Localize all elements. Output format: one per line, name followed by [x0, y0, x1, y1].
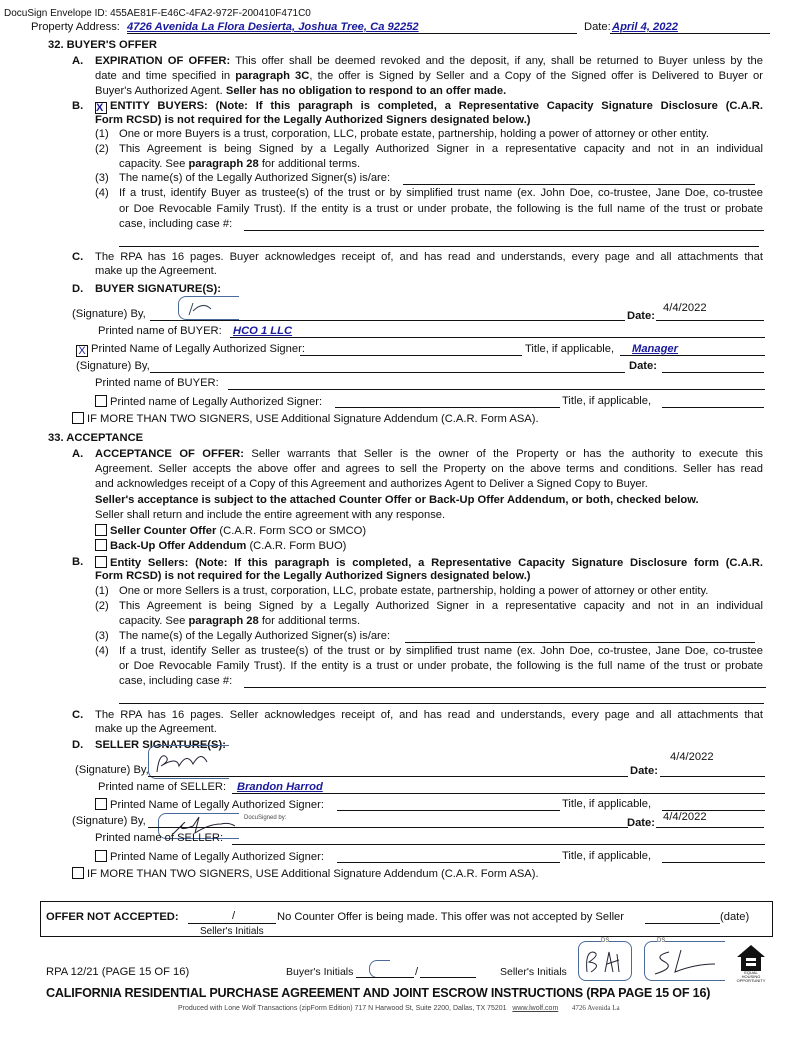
- seller-signature-1[interactable]: [148, 745, 229, 779]
- date-label: Date:: [627, 310, 655, 322]
- paragraph-ref: paragraph 28: [188, 158, 259, 170]
- seller-signatures-title: SELLER SIGNATURE(S):: [95, 739, 226, 751]
- buyer-signatures-title: BUYER SIGNATURE(S):: [95, 283, 221, 295]
- s32-b-line1: [95, 100, 763, 114]
- item-number: (4): [95, 645, 109, 657]
- item-4-line2: or Doe Revocable Family Trust). If the entity is a trust or under probate, the following is the full name of the trust or probate: [119, 660, 763, 672]
- seller-initials-2[interactable]: [644, 938, 725, 981]
- las-checkbox[interactable]: [95, 395, 107, 407]
- printed-las-row: [95, 798, 324, 812]
- las-line[interactable]: [337, 862, 560, 863]
- s33-a-line1: [95, 448, 763, 461]
- item-1-text: One or more Buyers is a trust, corporation, LLC, probate estate, partnership, holding a power of attorney or other entity.: [119, 128, 709, 140]
- title-label: Title, if applicable,: [525, 343, 615, 355]
- title-label: Title, if applicable,: [562, 850, 652, 862]
- item-number: (4): [95, 187, 109, 199]
- s33-a-line3: and acknowledges receipt of a Copy of this Agreement and authorizes Agent to Deliver a Signed Copy to Buyer.: [95, 478, 648, 490]
- printed-seller-label: Printed name of SELLER:: [98, 781, 227, 793]
- s32-b-letter: B.: [72, 100, 84, 112]
- item-2-line2: [119, 615, 360, 628]
- text: capacity. See: [119, 158, 186, 170]
- property-address-value: 4726 Avenida La Flora Desierta, Joshua Tree, Ca 92252: [127, 21, 419, 33]
- item-4-text: If a trust, identify Seller as trustee(s) of the trust or by simplified trust name (ex. John Doe, co-trustee, Jane Doe, co-trustee: [119, 645, 763, 657]
- buyer-sign-date: 4/4/2022: [663, 302, 707, 314]
- title-line: [620, 355, 765, 356]
- s32-d-letter: D.: [72, 283, 84, 295]
- seller-initials-1[interactable]: [578, 938, 632, 981]
- s32-c-letter: C.: [72, 251, 84, 263]
- buo-checkbox[interactable]: [95, 539, 107, 551]
- name-line: [232, 793, 765, 794]
- more-signers-checkbox[interactable]: [72, 867, 84, 879]
- equal-housing-icon: [735, 943, 767, 983]
- s33-c-line1: The RPA has 16 pages. Seller acknowledges receipt of, and has read and understands, every page and all attachments that: [95, 709, 763, 721]
- trust-name-field[interactable]: [244, 687, 766, 688]
- date-suffix: (date): [720, 911, 750, 923]
- buyer-name: HCO 1 LLC: [233, 325, 293, 337]
- date-line: [660, 776, 765, 777]
- item-number: (2): [95, 600, 109, 612]
- printed-las-row: [95, 850, 324, 864]
- text: Printed name of Legally Authorized Signer:: [110, 396, 323, 408]
- text: Produced with Lone Wolf Transactions (zipForm Edition) 717 N Harwood St, Suite 2200, Dallas, TX 75201: [178, 1005, 507, 1012]
- item-3-text: The name(s) of the Legally Authorized Signer(s) is/are:: [119, 172, 391, 184]
- paragraph-ref: paragraph 3C: [235, 70, 310, 82]
- text: capacity. See: [119, 615, 186, 627]
- las-checkbox[interactable]: X: [76, 345, 88, 357]
- date-label: Date:: [627, 817, 655, 829]
- s32-c-line2: make up the Agreement.: [95, 265, 217, 277]
- buyer-initials-label: Buyer's Initials: [286, 966, 354, 978]
- las-line: [300, 355, 522, 356]
- not-accepted-text: No Counter Offer is being made. This offer was not accepted by Seller: [277, 911, 624, 923]
- buyer-initials-signature[interactable]: [369, 960, 390, 978]
- printed-las-row: [95, 395, 322, 409]
- text: for additional terms.: [261, 615, 361, 627]
- initials-scribble-icon: [579, 942, 631, 980]
- signature-scribble-icon: [149, 746, 229, 778]
- expiration-heading: EXPIRATION OF OFFER:: [95, 55, 231, 67]
- las-line[interactable]: [337, 810, 560, 811]
- date-label: Date:: [584, 21, 611, 33]
- acceptance-heading: ACCEPTANCE OF OFFER:: [95, 448, 244, 460]
- signature-scribble-icon: [179, 297, 239, 319]
- more-signers-row: [72, 867, 539, 881]
- envelope-id: DocuSign Envelope ID: 455AE81F-E46C-4FA2-972F-200410F471C0: [4, 8, 311, 19]
- item-4-text: If a trust, identify Buyer as trustee(s) of the trust or by simplified trust name (ex. John Doe, co-trustee, Jane Doe, co-trustee: [119, 187, 763, 199]
- s33-b-line2: Form RCSD) is not required for the Legally Authorized Signers designated below.): [95, 570, 531, 582]
- text: Buyer's Authorized Agent.: [95, 85, 223, 97]
- seller-name: Brandon Harrod: [237, 781, 323, 793]
- date-line[interactable]: [662, 372, 764, 373]
- date-value: April 4, 2022: [612, 21, 678, 33]
- date-label: Date:: [630, 765, 658, 777]
- s33-a-line2: Agreement. Seller accepts the above offer and agrees to sell the Property on the above terms and conditions. Seller has read: [95, 463, 763, 475]
- name-line: [230, 337, 765, 338]
- text: Printed Name of Legally Authorized Signer:: [110, 799, 324, 811]
- signer-names-field[interactable]: [405, 642, 755, 643]
- backup-offer-option: [95, 539, 346, 553]
- initials-scribble-icon: [645, 942, 725, 980]
- text: This offer shall be deemed revoked and the deposit, if any, shall be returned to Buyer unless by the: [235, 55, 763, 67]
- title-label: Title, if applicable,: [562, 798, 652, 810]
- seller-sign-date-2: 4/4/2022: [663, 811, 707, 823]
- text: date and time specified in: [95, 70, 231, 82]
- s32-a-line3: [95, 85, 506, 98]
- item-2-text: This Agreement is being Signed by a Legally Authorized Signer in a representative capacity and not in an individual: [119, 600, 763, 612]
- more-signers-checkbox[interactable]: [72, 412, 84, 424]
- item-number: (3): [95, 172, 109, 184]
- signature-line: [150, 320, 625, 321]
- name-line[interactable]: [232, 844, 765, 845]
- entity-sellers-checkbox[interactable]: [95, 556, 107, 568]
- title-value: Manager: [632, 343, 679, 355]
- s32-a-letter: A.: [72, 55, 84, 67]
- short-address: 4726 Avenida La: [571, 1004, 620, 1012]
- s32-a-line2: [95, 70, 763, 83]
- text: (C.A.R. Form SCO or SMCO): [219, 525, 367, 537]
- seller-counter-offer-option: [95, 524, 366, 538]
- signature-by-label: (Signature) By,: [75, 764, 149, 776]
- ds-label: DS: [601, 938, 610, 944]
- signature-line: [148, 827, 628, 828]
- signature-by-label: (Signature) By,: [72, 815, 146, 827]
- buyer-signature[interactable]: [178, 296, 239, 320]
- sco-checkbox[interactable]: [95, 524, 107, 536]
- printed-las-row: [76, 343, 305, 357]
- date-line: [656, 320, 764, 321]
- paragraph-ref: paragraph 28: [188, 615, 259, 627]
- signature-by-label: (Signature) By,: [76, 360, 150, 372]
- offer-not-accepted-label: OFFER NOT ACCEPTED:: [46, 911, 179, 923]
- s33-a-letter: A.: [72, 448, 84, 460]
- sellers-initials-caption: Seller's Initials: [200, 926, 264, 937]
- text: Entity Sellers: (Note: If this paragraph is completed, a Representative Capacity Signature Disclosure form (C.A.R.: [110, 557, 763, 569]
- text: Seller Counter Offer: [110, 525, 217, 537]
- seller-initials-label: Seller's Initials: [500, 966, 567, 978]
- trust-name-field-2[interactable]: [119, 703, 764, 704]
- printed-seller-label: Printed name of SELLER:: [95, 832, 224, 844]
- date-line: [656, 827, 764, 828]
- text: IF MORE THAN TWO SIGNERS, USE Additional Signature Addendum (C.A.R. Form ASA).: [87, 868, 539, 880]
- item-number: (2): [95, 143, 109, 155]
- item-4-line2: or Doe Revocable Family Trust). If the entity is a trust or under probate, the following is the full name of the trust or probate: [119, 203, 763, 215]
- item-2-line2: [119, 158, 360, 171]
- seller-initials-field[interactable]: [188, 923, 276, 924]
- text: for additional terms.: [261, 158, 361, 170]
- signature-line: [148, 776, 628, 777]
- section-32-title: 32. BUYER'S OFFER: [48, 39, 157, 51]
- title-line[interactable]: [662, 862, 765, 863]
- text: Seller has no obligation to respond to an offer made.: [225, 85, 507, 97]
- printed-buyer-label: Printed name of BUYER:: [95, 377, 219, 389]
- item-4-line3: case, including case #:: [119, 675, 233, 687]
- date-line: [610, 33, 770, 34]
- date-label: Date:: [629, 360, 657, 372]
- item-1-text: One or more Sellers is a trust, corporation, LLC, probate estate, partnership, holding a power of attorney or other entity.: [119, 585, 709, 597]
- item-3-text: The name(s) of the Legally Authorized Signer(s) is/are:: [119, 630, 391, 642]
- text: Seller warrants that Seller is the owner of the Property or has the authority to execute this: [251, 448, 763, 460]
- s33-a-line5: Seller shall return and include the entire agreement with any response.: [95, 509, 446, 521]
- entity-buyers-checkbox[interactable]: X: [95, 102, 107, 114]
- text: ENTITY BUYERS: (Note: If this paragraph is completed, a Representative Capacity Signature Disclosure (C.A.R.: [110, 100, 763, 112]
- equal-housing-text: EQUAL HOUSING OPPORTUNITY: [736, 970, 766, 983]
- text: Back-Up Offer Addendum: [110, 540, 247, 552]
- s33-b-line1: [95, 556, 763, 570]
- s32-a-line1: [95, 55, 763, 68]
- docusigned-label: DocuSigned by:: [244, 815, 287, 821]
- slash: /: [415, 966, 419, 978]
- trust-name-field[interactable]: [244, 230, 764, 231]
- buyer-initials-line: [356, 977, 414, 978]
- las-checkbox[interactable]: [95, 798, 107, 810]
- address-line: [127, 33, 577, 34]
- s33-b-letter: B.: [72, 556, 84, 568]
- item-number: (1): [95, 128, 109, 140]
- ds-label: DS: [657, 938, 666, 944]
- item-number: (1): [95, 585, 109, 597]
- s32-b-line2: Form RCSD) is not required for the Legally Authorized Signers designated below.): [95, 114, 531, 126]
- form-id: RPA 12/21 (PAGE 15 OF 16): [46, 966, 190, 978]
- text: (C.A.R. Form BUO): [249, 540, 347, 552]
- text: IF MORE THAN TWO SIGNERS, USE Additional Signature Addendum (C.A.R. Form ASA).: [87, 413, 539, 425]
- text: , the offer is Signed by Seller and a Copy of the Signed offer is Delivered to Buyer or: [309, 70, 764, 82]
- s33-d-letter: D.: [72, 739, 84, 751]
- not-accepted-date-field[interactable]: [645, 923, 720, 924]
- text: Printed Name of Legally Authorized Signer:: [110, 851, 324, 863]
- title-line[interactable]: [662, 407, 764, 408]
- buyer-initials-line-2[interactable]: [420, 977, 476, 978]
- las-line[interactable]: [335, 407, 560, 408]
- signature-line[interactable]: [150, 372, 625, 373]
- producer-line: [178, 1002, 620, 1015]
- text: Printed Name of Legally Authorized Signer:: [91, 343, 305, 355]
- item-number: (3): [95, 630, 109, 642]
- s32-c-line1: The RPA has 16 pages. Buyer acknowledges receipt of, and has read and understands, every page and all attachments that: [95, 251, 763, 263]
- title-label: Title, if applicable,: [562, 395, 652, 407]
- name-line[interactable]: [228, 389, 765, 390]
- form-title: CALIFORNIA RESIDENTIAL PURCHASE AGREEMENT AND JOINT ESCROW INSTRUCTIONS (RPA PAGE 15 OF 16): [46, 986, 711, 1000]
- s33-a-line4: Seller's acceptance is subject to the attached Counter Offer or Back-Up Offer Addendum, or both, checked below.: [95, 494, 699, 506]
- lwolf-link[interactable]: www.lwolf.com: [512, 1005, 559, 1012]
- property-address-label: Property Address:: [31, 21, 120, 33]
- item-2-text: This Agreement is being Signed by a Legally Authorized Signer in a representative capacity and not in an individual: [119, 143, 763, 155]
- item-4-line3: case, including case #:: [119, 218, 233, 230]
- more-signers-row: [72, 412, 539, 426]
- signer-names-field[interactable]: [403, 184, 755, 185]
- s33-c-line2: make up the Agreement.: [95, 723, 217, 735]
- section-33-title: 33. ACCEPTANCE: [48, 432, 144, 444]
- signature-by-label: (Signature) By,: [72, 308, 146, 320]
- trust-name-field-2[interactable]: [119, 246, 759, 247]
- las-checkbox[interactable]: [95, 850, 107, 862]
- slash: /: [232, 910, 236, 922]
- seller-sign-date-1: 4/4/2022: [670, 751, 714, 763]
- s33-c-letter: C.: [72, 709, 84, 721]
- printed-buyer-label: Printed name of BUYER:: [98, 325, 222, 337]
